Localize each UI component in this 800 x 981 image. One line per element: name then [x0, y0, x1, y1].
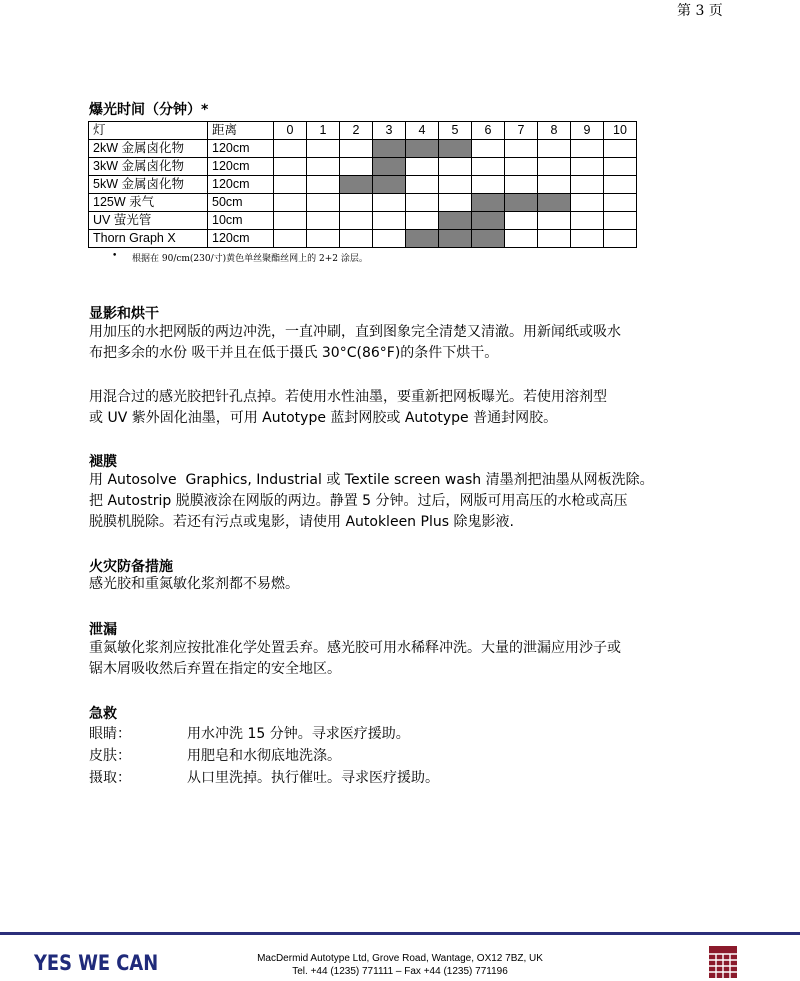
exposure-empty-cell	[307, 212, 340, 230]
exposure-empty-cell	[340, 194, 373, 212]
lamp-cell: 125W 汞气	[89, 194, 208, 212]
exposure-empty-cell	[406, 194, 439, 212]
exposure-empty-cell	[538, 158, 571, 176]
exposure-empty-cell	[604, 176, 637, 194]
exposure-empty-cell	[505, 158, 538, 176]
exposure-table	[88, 121, 637, 248]
exposure-empty-cell	[307, 194, 340, 212]
lamp-cell: Thorn Graph X	[89, 230, 208, 248]
header-minute: 3	[373, 122, 406, 140]
exposure-filled-cell	[439, 140, 472, 158]
exposure-filled-cell	[439, 230, 472, 248]
footer-phone: Tel. +44 (1235) 771111 – Fax +44 (1235) 771196	[292, 966, 508, 977]
paragraph: 感光胶和重氮敏化浆剂都不易燃。	[89, 576, 299, 592]
exposure-empty-cell	[505, 212, 538, 230]
section-title-spill: 泄漏	[89, 622, 117, 638]
section-title-develop: 显影和烘干	[89, 306, 159, 322]
exposure-empty-cell	[571, 158, 604, 176]
distance-cell: 50cm	[208, 194, 274, 212]
footer-divider	[0, 932, 800, 935]
exposure-empty-cell	[274, 176, 307, 194]
exposure-empty-cell	[439, 194, 472, 212]
exposure-filled-cell	[505, 194, 538, 212]
exposure-empty-cell	[472, 140, 505, 158]
lamp-cell: 5kW 金属卤化物	[89, 176, 208, 194]
company-logo: YES WE CAN	[34, 951, 159, 975]
table-row	[89, 158, 637, 176]
header-minute: 5	[439, 122, 472, 140]
table-row	[89, 230, 637, 248]
exposure-empty-cell	[307, 230, 340, 248]
exposure-filled-cell	[538, 194, 571, 212]
exposure-empty-cell	[340, 212, 373, 230]
exposure-empty-cell	[505, 230, 538, 248]
bullet-icon: •	[112, 251, 118, 261]
exposure-empty-cell	[406, 176, 439, 194]
exposure-filled-cell	[439, 212, 472, 230]
lamp-cell: 3kW 金属卤化物	[89, 158, 208, 176]
exposure-empty-cell	[307, 140, 340, 158]
header-minute: 1	[307, 122, 340, 140]
paragraph: 用加压的水把网版的两边冲洗，一直冲刷，直到图象完全清楚又清澈。用新闻纸或吸水 布把多余的水份 吸干并且在低于摄氏 30°C(86°F)的条件下烘干。	[89, 324, 621, 361]
exposure-empty-cell	[571, 140, 604, 158]
exposure-empty-cell	[340, 158, 373, 176]
exposure-empty-cell	[274, 230, 307, 248]
exposure-empty-cell	[373, 212, 406, 230]
exposure-empty-cell	[571, 194, 604, 212]
exposure-empty-cell	[472, 158, 505, 176]
exposure-empty-cell	[274, 212, 307, 230]
exposure-empty-cell	[604, 158, 637, 176]
exposure-empty-cell	[538, 176, 571, 194]
header-minute: 7	[505, 122, 538, 140]
firstaid-label: 摄取：	[89, 770, 131, 786]
table-row	[89, 176, 637, 194]
paragraph: 重氮敏化浆剂应按批准化学处置丢弃。感光胶可用水稀释冲洗。大量的泄漏应用沙子或 锯木屑吸收然后弃置在指定的安全地区。	[89, 640, 621, 677]
exposure-filled-cell	[472, 230, 505, 248]
paragraph: 用 Autosolve Graphics, Industrial 或 Textile screen wash 清墨剂把油墨从网板洗除。 把 Autostrip 脱膜液涂在网版的两边。静置 5 分钟。过后，网版可用高压的水枪或高压 脱膜机脱除。若还有污点或鬼影，请使用 Autokleen Plus 除鬼影液.	[89, 472, 654, 530]
firstaid-value: 用肥皂和水彻底地洗涤。	[187, 748, 341, 764]
header-minute: 10	[604, 122, 637, 140]
exposure-empty-cell	[307, 176, 340, 194]
exposure-empty-cell	[505, 140, 538, 158]
exposure-empty-cell	[538, 140, 571, 158]
exposure-empty-cell	[571, 230, 604, 248]
exposure-empty-cell	[538, 230, 571, 248]
exposure-empty-cell	[373, 230, 406, 248]
table-row	[89, 194, 637, 212]
exposure-empty-cell	[571, 176, 604, 194]
exposure-filled-cell	[373, 158, 406, 176]
exposure-empty-cell	[274, 158, 307, 176]
exposure-empty-cell	[604, 230, 637, 248]
page-number: 第 3 页	[677, 3, 723, 19]
header-minute: 4	[406, 122, 439, 140]
firstaid-label: 皮肤：	[89, 748, 131, 764]
section-title-strip: 褪膜	[89, 454, 117, 470]
exposure-empty-cell	[340, 230, 373, 248]
footnote-text: 根据在 90/cm(230/寸)黄色单丝聚酯丝网上的 2+2 涂层。	[132, 254, 368, 264]
distance-cell: 120cm	[208, 176, 274, 194]
exposure-empty-cell	[571, 212, 604, 230]
exposure-empty-cell	[505, 176, 538, 194]
lamp-cell: 2kW 金属卤化物	[89, 140, 208, 158]
exposure-empty-cell	[406, 212, 439, 230]
exposure-empty-cell	[439, 176, 472, 194]
exposure-filled-cell	[340, 176, 373, 194]
header-minute: 2	[340, 122, 373, 140]
exposure-empty-cell	[472, 176, 505, 194]
exposure-empty-cell	[274, 194, 307, 212]
exposure-title: 爆光时间（分钟）*	[89, 102, 209, 118]
exposure-filled-cell	[373, 176, 406, 194]
firstaid-value: 从口里洗掉。执行催吐。寻求医疗援助。	[187, 770, 439, 786]
firstaid-label: 眼睛：	[89, 726, 131, 742]
section-title-fire: 火灾防备措施	[89, 559, 173, 575]
exposure-filled-cell	[406, 230, 439, 248]
header-minute: 9	[571, 122, 604, 140]
exposure-empty-cell	[307, 158, 340, 176]
exposure-empty-cell	[274, 140, 307, 158]
distance-cell: 120cm	[208, 140, 274, 158]
header-lamp: 灯	[89, 122, 208, 140]
header-minute: 6	[472, 122, 505, 140]
exposure-empty-cell	[604, 212, 637, 230]
table-header-row	[89, 122, 637, 140]
exposure-filled-cell	[406, 140, 439, 158]
table-row	[89, 212, 637, 230]
distance-cell: 120cm	[208, 230, 274, 248]
exposure-filled-cell	[373, 140, 406, 158]
header-minute: 8	[538, 122, 571, 140]
exposure-filled-cell	[472, 212, 505, 230]
paragraph: 用混合过的感光胶把针孔点掉。若使用水性油墨，要重新把网板曝光。若使用溶剂型 或 UV 紫外固化油墨，可用 Autotype 蓝封网胶或 Autotype 普通封网胶。	[89, 389, 607, 426]
exposure-filled-cell	[472, 194, 505, 212]
lamp-cell: UV 萤光管	[89, 212, 208, 230]
exposure-empty-cell	[373, 194, 406, 212]
distance-cell: 120cm	[208, 158, 274, 176]
footer-address: MacDermid Autotype Ltd, Grove Road, Wantage, OX12 7BZ, UK	[257, 953, 543, 964]
exposure-empty-cell	[604, 140, 637, 158]
firstaid-value: 用水冲洗 15 分钟。寻求医疗援助。	[187, 726, 410, 742]
exposure-empty-cell	[538, 212, 571, 230]
exposure-empty-cell	[406, 158, 439, 176]
exposure-empty-cell	[604, 194, 637, 212]
header-minute: 0	[274, 122, 307, 140]
header-distance: 距离	[208, 122, 274, 140]
crest-logo-icon	[708, 946, 738, 978]
exposure-empty-cell	[340, 140, 373, 158]
table-row	[89, 140, 637, 158]
distance-cell: 10cm	[208, 212, 274, 230]
section-title-firstaid: 急救	[89, 706, 117, 722]
exposure-empty-cell	[439, 158, 472, 176]
